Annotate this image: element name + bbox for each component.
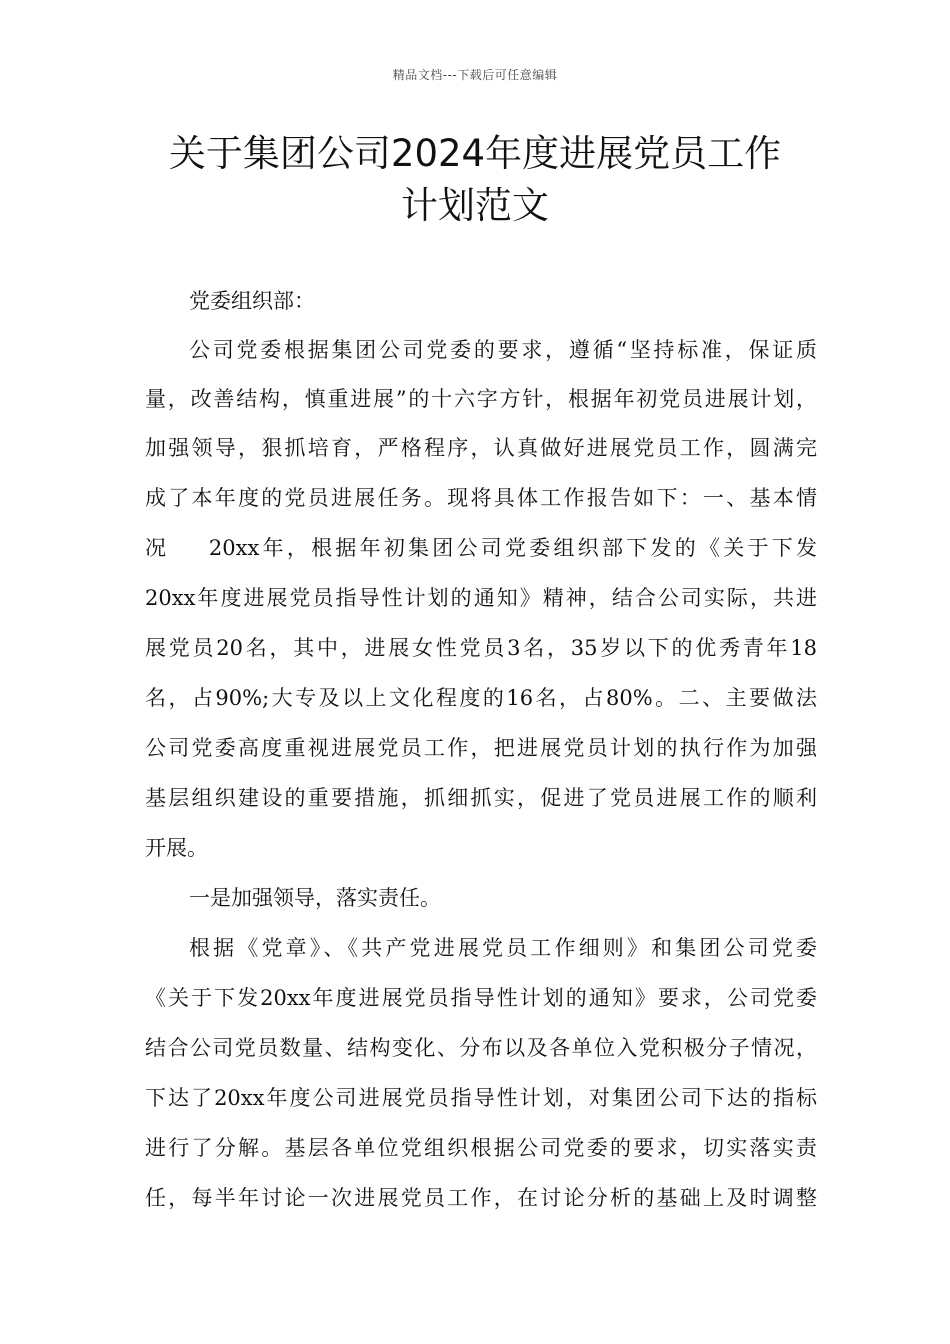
body-line: 结合公司党员数量、结构变化、分布以及各单位入党积极分子情况， bbox=[145, 1036, 817, 1060]
body-line: 《关于下发20xx年度进展党员指导性计划的通知》要求，公司党委 bbox=[145, 986, 817, 1010]
body-line: 20xx年度进展党员指导性计划的通知》精神，结合公司实际，共进 bbox=[145, 586, 817, 610]
body-line: 任，每半年讨论一次进展党员工作，在讨论分析的基础上及时调整 bbox=[145, 1186, 817, 1210]
body-line: 名，占90%;大专及以上文化程度的16名，占80%。二、主要做法 bbox=[145, 686, 817, 710]
body-line: 开展。 bbox=[145, 836, 208, 860]
body-line: 公司党委根据集团公司党委的要求，遵循“坚持标准，保证质 bbox=[189, 338, 817, 362]
page-header-watermark: 精品文档---下载后可任意编辑 bbox=[392, 68, 558, 82]
body-line: 下达了20xx年度公司进展党员指导性计划，对集团公司下达的指标 bbox=[145, 1086, 817, 1110]
salutation-line: 党委组织部： bbox=[189, 289, 315, 313]
document-title bbox=[0, 128, 950, 232]
body-line: 公司党委高度重视进展党员工作，把进展党员计划的执行作为加强 bbox=[145, 736, 817, 760]
body-line: 基层组织建设的重要措施，抓细抓实，促进了党员进展工作的顺利 bbox=[145, 786, 817, 810]
body-line: 根据《党章》、《共产党进展党员工作细则》和集团公司党委 bbox=[189, 936, 817, 960]
body-line: 加强领导，狠抓培育，严格程序，认真做好进展党员工作，圆满完 bbox=[145, 436, 817, 460]
body-line: 况 20xx年，根据年初集团公司党委组织部下发的《关于下发 bbox=[145, 536, 817, 560]
title-line-1: 关于集团公司2024年度进展党员工作 bbox=[168, 132, 782, 175]
section-heading-line: 一是加强领导，落实责任。 bbox=[189, 886, 441, 910]
body-line: 量，改善结构，慎重进展”的十六字方针，根据年初党员进展计划， bbox=[145, 387, 817, 411]
body-line: 展党员20名，其中，进展女性党员3名，35岁以下的优秀青年18 bbox=[145, 636, 817, 660]
body-line: 成了本年度的党员进展任务。现将具体工作报告如下：一、基本情 bbox=[145, 486, 817, 510]
body-line: 进行了分解。基层各单位党组织根据公司党委的要求，切实落实责 bbox=[145, 1136, 817, 1160]
title-line-2: 计划范文 bbox=[401, 184, 549, 227]
